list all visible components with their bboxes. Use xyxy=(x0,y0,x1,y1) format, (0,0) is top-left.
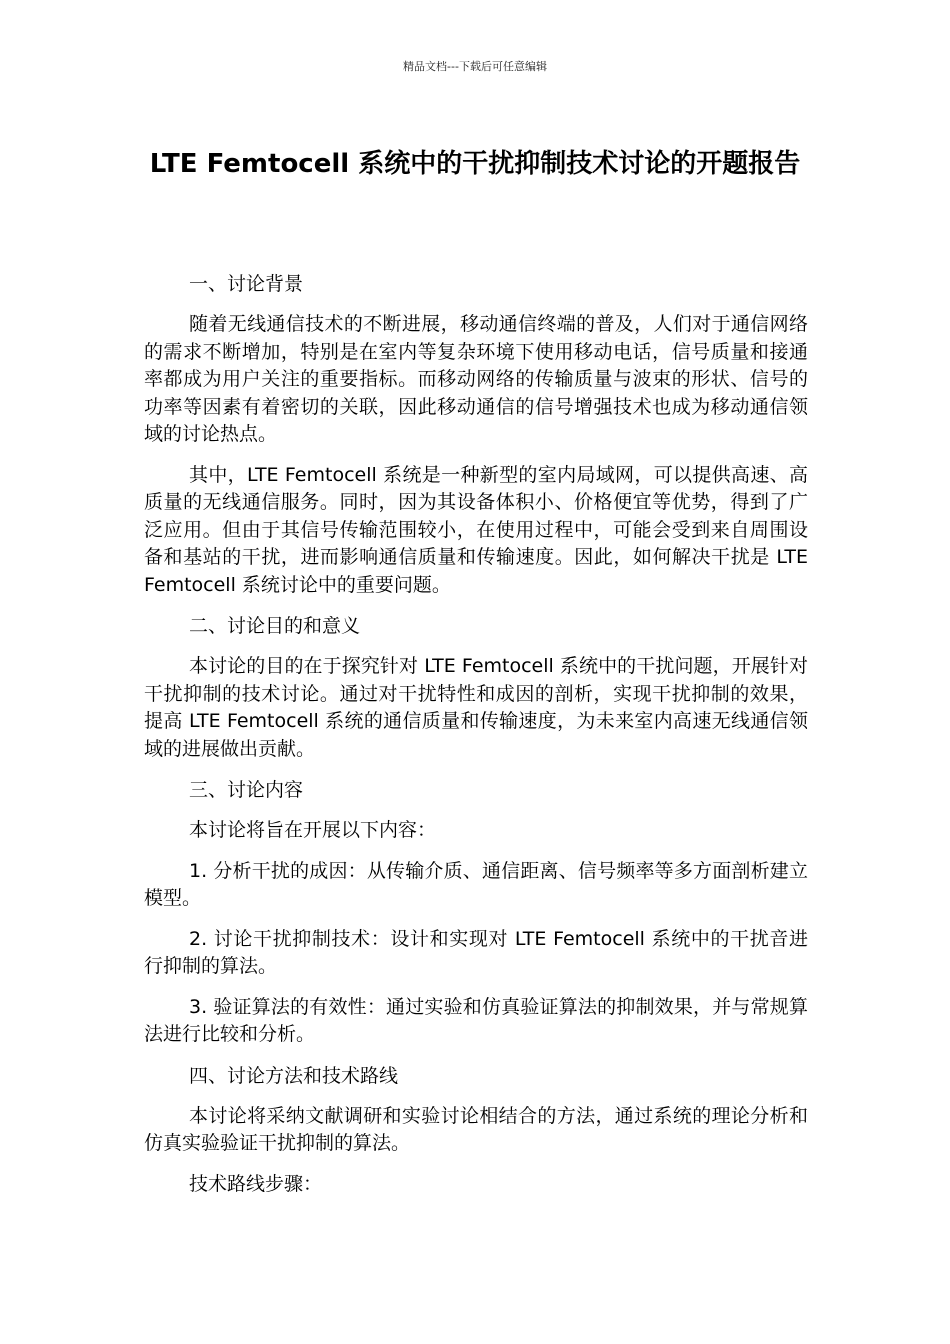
paragraph: 其中，LTE Femtocell 系统是一种新型的室内局域网，可以提供高速、高质量的无线通信服务。同时，因为其设备体积小、价格便宜等优势，得到了广泛应用。但由于其信号传输范围较小，在使用过程中，可能会受到来自周围设备和基站的干扰，进而影响通信质量和传输速度。因此，如何解决干扰是 LTE Femtocell 系统讨论中的重要问题。 xyxy=(144,463,808,596)
document-title: LTE Femtocell 系统中的干扰抑制技术讨论的开题报告 xyxy=(149,149,801,179)
section-purpose xyxy=(144,612,808,763)
document-body xyxy=(144,270,808,1211)
paragraph: 技术路线步骤： xyxy=(189,1172,323,1195)
paragraph: 本讨论将旨在开展以下内容： xyxy=(189,819,437,841)
list-item: 3. 验证算法的有效性：通过实验和仿真验证算法的抑制效果，并与常规算法进行比较和分析。 xyxy=(144,995,808,1045)
paragraph: 本讨论将采纳文献调研和实验讨论相结合的方法，通过系统的理论分析和仿真实验验证干扰抑制的算法。 xyxy=(144,1104,808,1154)
paragraph: 随着无线通信技术的不断进展，移动通信终端的普及，人们对于通信网络的需求不断增加，特别是在室内等复杂环境下使用移动电话，信号质量和接通率都成为用户关注的重要指标。而移动网络的传输质量与波束的形状、信号的功率等因素有着密切的关联，因此移动通信的信号增强技术也成为移动通信领域的讨论热点。 xyxy=(144,313,808,445)
section-heading: 四、讨论方法和技术路线 xyxy=(189,1064,399,1087)
section-heading: 三、讨论内容 xyxy=(189,779,304,801)
section-content xyxy=(144,776,808,1049)
paragraph: 本讨论的目的在于探究针对 LTE Femtocell 系统中的干扰问题，开展针对干扰抑制的技术讨论。通过对干扰特性和成因的剖析，实现干扰抑制的效果，提高 LTE Femtocell 系统的通信质量和传输速度，为未来室内高速无线通信领域的进展做出贡献。 xyxy=(144,655,808,760)
list-item: 2. 讨论干扰抑制技术：设计和实现对 LTE Femtocell 系统中的干扰音进行抑制的算法。 xyxy=(144,927,808,977)
section-method xyxy=(144,1062,808,1199)
section-background xyxy=(144,270,808,599)
list-item: 1. 分析干扰的成因：从传输介质、通信距离、信号频率等多方面剖析建立模型。 xyxy=(144,859,808,909)
page-header-note: 精品文档---下载后可任意编辑 xyxy=(403,60,547,73)
section-heading: 二、讨论目的和意义 xyxy=(189,615,361,637)
section-heading: 一、讨论背景 xyxy=(189,273,304,295)
